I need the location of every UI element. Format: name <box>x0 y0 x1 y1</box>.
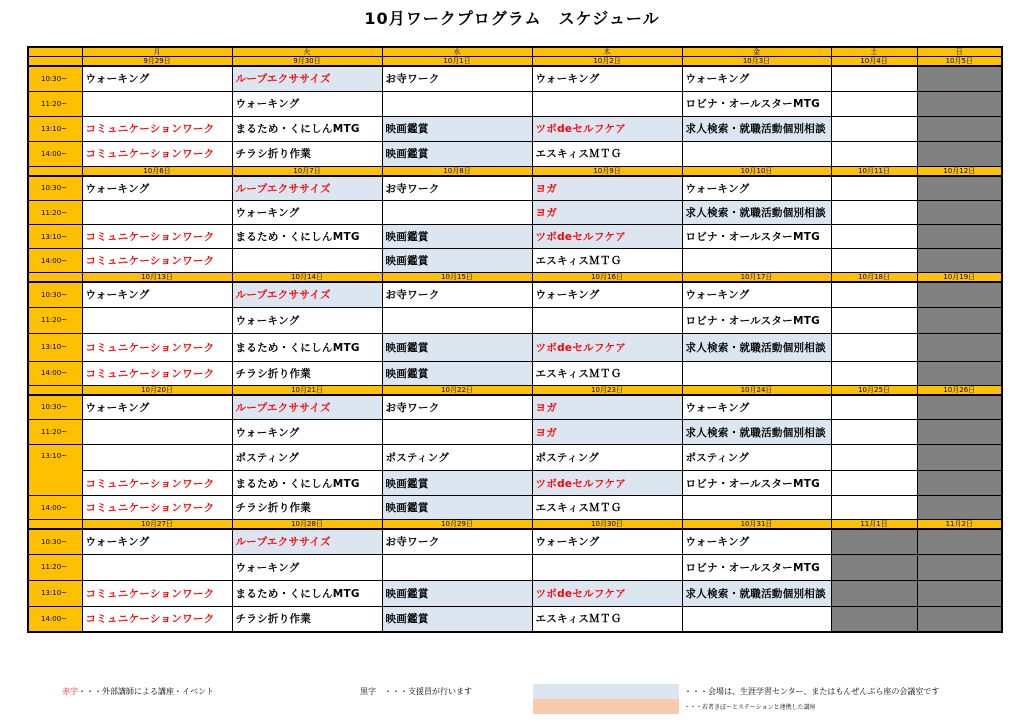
activity-cell <box>82 91 232 116</box>
closed-cell <box>831 529 917 554</box>
date-cell: 10月25日 <box>831 385 917 395</box>
session-row <box>28 201 1002 225</box>
weekday-header: 土 <box>831 47 917 57</box>
date-cell: 10月29日 <box>382 520 532 530</box>
activity-cell <box>831 176 917 201</box>
session-row <box>28 471 1002 496</box>
time-cell: 10:30~ <box>28 529 82 554</box>
date-cell: 11月2日 <box>917 520 1002 530</box>
activity-cell: お寺ワーク <box>382 395 532 420</box>
activity-cell: チラシ折り作業 <box>232 606 382 632</box>
activity-cell <box>532 91 682 116</box>
activity-cell: ウォーキング <box>532 529 682 554</box>
date-corner <box>28 57 82 67</box>
activity-cell <box>232 249 382 273</box>
activity-cell: ウォーキング <box>82 176 232 201</box>
activity-cell: コミュニケーションワーク <box>82 580 232 606</box>
date-cell: 10月14日 <box>232 273 382 283</box>
session-row <box>28 307 1002 333</box>
activity-cell: ヨガ <box>532 176 682 201</box>
closed-cell <box>917 282 1002 307</box>
activity-cell: ロビナ・オールスターMTG <box>682 91 831 116</box>
activity-cell: ヨガ <box>532 395 682 420</box>
date-cell: 10月4日 <box>831 57 917 67</box>
activity-cell <box>831 225 917 249</box>
activity-cell <box>532 307 682 333</box>
activity-cell: ウォーキング <box>232 420 382 445</box>
activity-cell: ウォーキング <box>232 554 382 580</box>
date-cell: 10月18日 <box>831 273 917 283</box>
weekday-header: 水 <box>382 47 532 57</box>
activity-cell <box>831 91 917 116</box>
activity-cell: ツボdeセルフケア <box>532 471 682 496</box>
session-row <box>28 606 1002 632</box>
activity-cell: ループエクササイズ <box>232 395 382 420</box>
date-cell: 10月24日 <box>682 385 831 395</box>
activity-cell: チラシ折り作業 <box>232 496 382 520</box>
date-cell: 10月6日 <box>82 166 232 176</box>
activity-cell <box>831 496 917 520</box>
activity-cell: ロビナ・オールスターMTG <box>682 554 831 580</box>
closed-cell <box>917 201 1002 225</box>
date-cell: 11月1日 <box>831 520 917 530</box>
date-cell: 10月5日 <box>917 57 1002 67</box>
activity-cell: ツボdeセルフケア <box>532 225 682 249</box>
activity-cell: ウォーキング <box>82 282 232 307</box>
activity-cell: エスキィスＭＴＧ <box>532 606 682 632</box>
activity-cell: チラシ折り作業 <box>232 141 382 166</box>
weekday-header: 木 <box>532 47 682 57</box>
activity-cell: ウォーキング <box>682 66 831 91</box>
closed-cell <box>917 606 1002 632</box>
closed-cell <box>917 66 1002 91</box>
date-cell: 10月16日 <box>532 273 682 283</box>
time-cell: 11:20~ <box>28 554 82 580</box>
activity-cell <box>82 420 232 445</box>
activity-cell <box>382 91 532 116</box>
session-row <box>28 420 1002 445</box>
time-cell: 14:00~ <box>28 361 82 385</box>
activity-cell: 映画鑑賞 <box>382 580 532 606</box>
closed-cell <box>831 606 917 632</box>
session-row <box>28 580 1002 606</box>
activity-cell: まるため・くにしんMTG <box>232 333 382 361</box>
activity-cell: 映画鑑賞 <box>382 141 532 166</box>
date-cell: 10月21日 <box>232 385 382 395</box>
activity-cell: ループエクササイズ <box>232 529 382 554</box>
activity-cell: エスキィスＭＴＧ <box>532 249 682 273</box>
date-cell: 10月17日 <box>682 273 831 283</box>
date-cell: 10月12日 <box>917 166 1002 176</box>
activity-cell: まるため・くにしんMTG <box>232 225 382 249</box>
activity-cell: ツボdeセルフケア <box>532 116 682 141</box>
date-cell: 10月2日 <box>532 57 682 67</box>
activity-cell <box>382 201 532 225</box>
activity-cell <box>831 361 917 385</box>
legend-blue-swatch <box>533 684 679 699</box>
time-cell: 14:00~ <box>28 496 82 520</box>
activity-cell: 映画鑑賞 <box>382 333 532 361</box>
date-row <box>28 273 1002 283</box>
activity-cell <box>532 554 682 580</box>
time-cell: 13:10~ <box>28 225 82 249</box>
activity-cell: コミュニケーションワーク <box>82 361 232 385</box>
date-cell: 9月30日 <box>232 57 382 67</box>
activity-cell: ロビナ・オールスターMTG <box>682 225 831 249</box>
time-cell: 13:10~ <box>28 445 82 496</box>
session-row <box>28 445 1002 471</box>
activity-cell: チラシ折り作業 <box>232 361 382 385</box>
date-cell: 10月19日 <box>917 273 1002 283</box>
session-row <box>28 176 1002 201</box>
activity-cell: ループエクササイズ <box>232 176 382 201</box>
weekday-header-row <box>28 47 1002 57</box>
activity-cell: 映画鑑賞 <box>382 116 532 141</box>
activity-cell: コミュニケーションワーク <box>82 333 232 361</box>
session-row <box>28 116 1002 141</box>
activity-cell: 求人検索・就職活動個別相談 <box>682 580 831 606</box>
session-row <box>28 554 1002 580</box>
activity-cell: ウォーキング <box>82 66 232 91</box>
time-cell: 13:10~ <box>28 333 82 361</box>
activity-cell: ウォーキング <box>682 529 831 554</box>
session-row <box>28 529 1002 554</box>
activity-cell <box>82 307 232 333</box>
legend-red-desc: ・・・外部講師による講座・イベント <box>78 687 214 696</box>
activity-cell <box>831 471 917 496</box>
closed-cell <box>917 395 1002 420</box>
date-cell: 10月8日 <box>382 166 532 176</box>
date-cell: 10月3日 <box>682 57 831 67</box>
activity-cell: 映画鑑賞 <box>382 606 532 632</box>
activity-cell: まるため・くにしんMTG <box>232 580 382 606</box>
closed-cell <box>917 307 1002 333</box>
activity-cell <box>831 395 917 420</box>
closed-cell <box>917 91 1002 116</box>
activity-cell: 映画鑑賞 <box>382 361 532 385</box>
legend-peach-swatch <box>533 699 679 714</box>
closed-cell <box>917 471 1002 496</box>
activity-cell: お寺ワーク <box>382 282 532 307</box>
activity-cell: まるため・くにしんMTG <box>232 116 382 141</box>
session-row <box>28 361 1002 385</box>
activity-cell: ヨガ <box>532 420 682 445</box>
time-cell: 11:20~ <box>28 420 82 445</box>
time-cell: 14:00~ <box>28 606 82 632</box>
activity-cell <box>82 445 232 471</box>
activity-cell <box>382 420 532 445</box>
activity-cell <box>382 554 532 580</box>
activity-cell: 映画鑑賞 <box>382 496 532 520</box>
activity-cell: 求人検索・就職活動個別相談 <box>682 333 831 361</box>
session-row <box>28 141 1002 166</box>
activity-cell: 求人検索・就職活動個別相談 <box>682 420 831 445</box>
date-cell: 10月28日 <box>232 520 382 530</box>
time-cell: 11:20~ <box>28 201 82 225</box>
activity-cell <box>682 496 831 520</box>
date-corner <box>28 385 82 395</box>
activity-cell <box>682 606 831 632</box>
date-cell: 10月15日 <box>382 273 532 283</box>
activity-cell <box>831 333 917 361</box>
weekday-header: 月 <box>82 47 232 57</box>
activity-cell: コミュニケーションワーク <box>82 496 232 520</box>
activity-cell: コミュニケーションワーク <box>82 225 232 249</box>
date-cell: 9月29日 <box>82 57 232 67</box>
activity-cell <box>682 249 831 273</box>
activity-cell: ポスティング <box>382 445 532 471</box>
activity-cell: コミュニケーションワーク <box>82 249 232 273</box>
activity-cell: ロビナ・オールスターMTG <box>682 471 831 496</box>
time-cell: 11:20~ <box>28 91 82 116</box>
date-cell: 10月20日 <box>82 385 232 395</box>
corner-cell <box>28 47 82 57</box>
activity-cell: ポスティング <box>532 445 682 471</box>
legend-black: 黒字 ・・・支援員が行います <box>360 687 472 696</box>
date-cell: 10月9日 <box>532 166 682 176</box>
weekday-header: 日 <box>917 47 1002 57</box>
time-cell: 11:20~ <box>28 307 82 333</box>
activity-cell: ウォーキング <box>232 91 382 116</box>
session-row <box>28 225 1002 249</box>
session-row <box>28 91 1002 116</box>
activity-cell <box>831 66 917 91</box>
date-cell: 10月10日 <box>682 166 831 176</box>
activity-cell: 求人検索・就職活動個別相談 <box>682 116 831 141</box>
closed-cell <box>917 445 1002 471</box>
date-row <box>28 166 1002 176</box>
activity-cell: コミュニケーションワーク <box>82 606 232 632</box>
date-cell: 10月13日 <box>82 273 232 283</box>
closed-cell <box>917 361 1002 385</box>
activity-cell: ツボdeセルフケア <box>532 580 682 606</box>
activity-cell: お寺ワーク <box>382 66 532 91</box>
closed-cell <box>917 116 1002 141</box>
date-row <box>28 385 1002 395</box>
activity-cell <box>831 282 917 307</box>
closed-cell <box>917 333 1002 361</box>
time-cell: 10:30~ <box>28 282 82 307</box>
date-cell: 10月11日 <box>831 166 917 176</box>
date-corner <box>28 166 82 176</box>
session-row <box>28 282 1002 307</box>
time-cell: 13:10~ <box>28 580 82 606</box>
legend-red-label: 赤字 <box>62 687 78 696</box>
activity-cell: 映画鑑賞 <box>382 471 532 496</box>
activity-cell: ロビナ・オールスターMTG <box>682 307 831 333</box>
closed-cell <box>917 249 1002 273</box>
date-cell: 10月27日 <box>82 520 232 530</box>
activity-cell: ループエクササイズ <box>232 282 382 307</box>
session-row <box>28 395 1002 420</box>
closed-cell <box>917 141 1002 166</box>
session-row <box>28 496 1002 520</box>
date-corner <box>28 520 82 530</box>
activity-cell: ウォーキング <box>82 529 232 554</box>
date-row <box>28 520 1002 530</box>
time-cell: 10:30~ <box>28 176 82 201</box>
activity-cell: お寺ワーク <box>382 176 532 201</box>
closed-cell <box>831 580 917 606</box>
session-row <box>28 66 1002 91</box>
time-cell: 14:00~ <box>28 141 82 166</box>
activity-cell <box>831 141 917 166</box>
date-cell: 10月30日 <box>532 520 682 530</box>
activity-cell: ループエクササイズ <box>232 66 382 91</box>
closed-cell <box>917 580 1002 606</box>
closed-cell <box>917 554 1002 580</box>
activity-cell: 求人検索・就職活動個別相談 <box>682 201 831 225</box>
activity-cell <box>682 361 831 385</box>
closed-cell <box>917 529 1002 554</box>
closed-cell <box>917 176 1002 201</box>
time-cell: 14:00~ <box>28 249 82 273</box>
date-row <box>28 57 1002 67</box>
activity-cell: ツボdeセルフケア <box>532 333 682 361</box>
activity-cell: ウォーキング <box>682 282 831 307</box>
activity-cell: 映画鑑賞 <box>382 225 532 249</box>
activity-cell: ウォーキング <box>232 307 382 333</box>
activity-cell: まるため・くにしんMTG <box>232 471 382 496</box>
page-title: 10月ワークプログラム スケジュール <box>364 9 660 28</box>
time-cell: 10:30~ <box>28 395 82 420</box>
session-row <box>28 249 1002 273</box>
date-cell: 10月1日 <box>382 57 532 67</box>
activity-cell: ポスティング <box>232 445 382 471</box>
legend-blue-desc: ・・・会場は、生涯学習センター、またはもんぜんぷら座の会議室です <box>684 687 940 696</box>
activity-cell: ウォーキング <box>682 395 831 420</box>
legend-peach-desc: ・・・若者きぼーとステーションと連携した講座 <box>684 704 816 711</box>
closed-cell <box>831 554 917 580</box>
time-cell: 13:10~ <box>28 116 82 141</box>
activity-cell: エスキィスＭＴＧ <box>532 496 682 520</box>
date-cell: 10月26日 <box>917 385 1002 395</box>
date-corner <box>28 273 82 283</box>
activity-cell <box>82 201 232 225</box>
activity-cell: エスキィスＭＴＧ <box>532 141 682 166</box>
session-row <box>28 333 1002 361</box>
date-cell: 10月22日 <box>382 385 532 395</box>
activity-cell <box>831 116 917 141</box>
activity-cell: コミュニケーションワーク <box>82 116 232 141</box>
activity-cell <box>82 554 232 580</box>
date-cell: 10月31日 <box>682 520 831 530</box>
activity-cell <box>831 445 917 471</box>
activity-cell: ヨガ <box>532 201 682 225</box>
closed-cell <box>917 420 1002 445</box>
activity-cell <box>682 141 831 166</box>
activity-cell: ウォーキング <box>682 176 831 201</box>
legend-red <box>62 686 214 697</box>
activity-cell: エスキィスＭＴＧ <box>532 361 682 385</box>
activity-cell: お寺ワーク <box>382 529 532 554</box>
activity-cell: ポスティング <box>682 445 831 471</box>
activity-cell: コミュニケーションワーク <box>82 141 232 166</box>
activity-cell: ウォーキング <box>232 201 382 225</box>
closed-cell <box>917 496 1002 520</box>
closed-cell <box>917 225 1002 249</box>
weekday-header: 金 <box>682 47 831 57</box>
activity-cell <box>831 307 917 333</box>
activity-cell: ウォーキング <box>82 395 232 420</box>
schedule-table <box>27 46 1003 633</box>
weekday-header: 火 <box>232 47 382 57</box>
activity-cell: ウォーキング <box>532 66 682 91</box>
activity-cell <box>831 249 917 273</box>
date-cell: 10月7日 <box>232 166 382 176</box>
date-cell: 10月23日 <box>532 385 682 395</box>
time-cell: 10:30~ <box>28 66 82 91</box>
activity-cell: ウォーキング <box>532 282 682 307</box>
activity-cell <box>382 307 532 333</box>
activity-cell <box>831 201 917 225</box>
activity-cell <box>831 420 917 445</box>
activity-cell: コミュニケーションワーク <box>82 471 232 496</box>
activity-cell: 映画鑑賞 <box>382 249 532 273</box>
